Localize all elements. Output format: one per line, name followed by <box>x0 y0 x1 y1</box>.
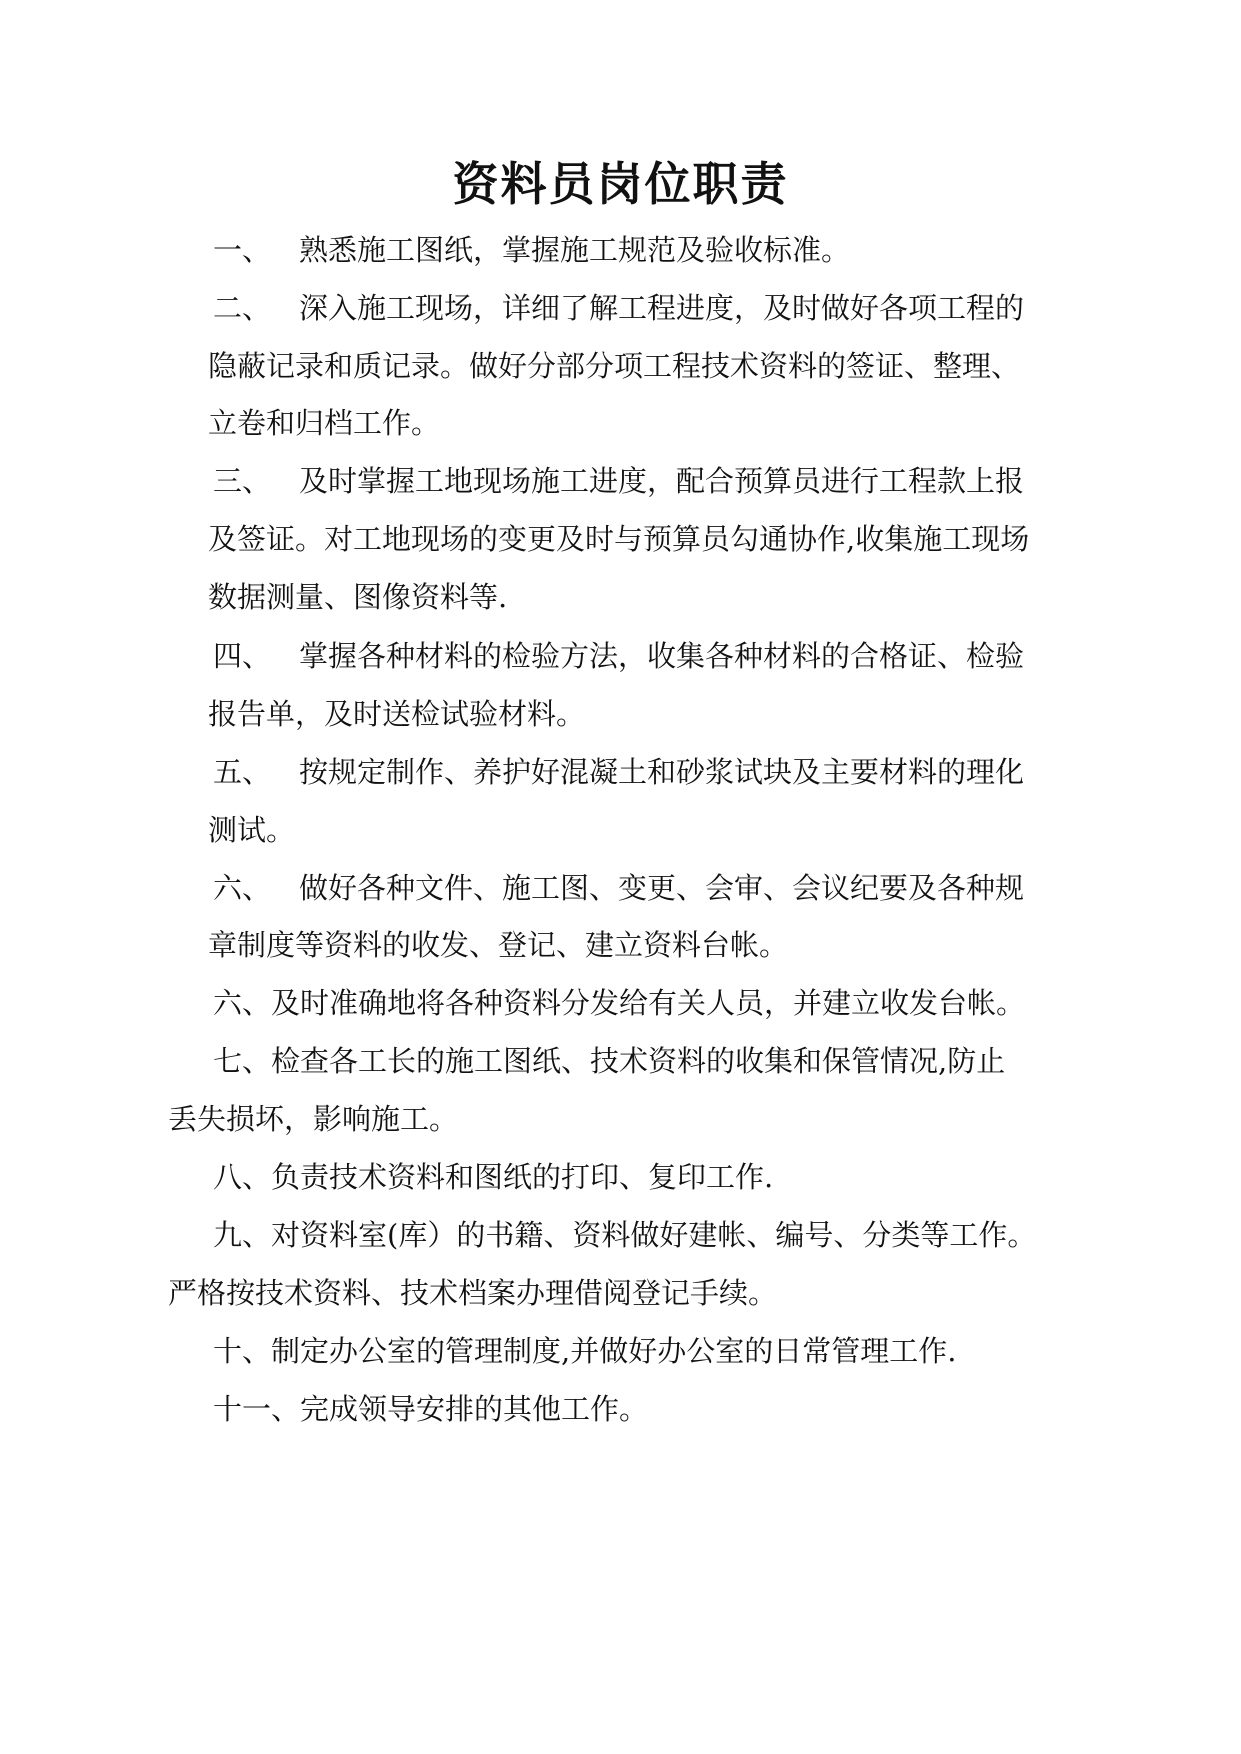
item-1-line-1 <box>213 230 850 270</box>
item-5-text-1: 按规定制作、养护好混凝土和砂浆试块及主要材料的理化 <box>299 755 1025 789</box>
item-2-line-1 <box>213 288 1024 328</box>
item-6b-line-1: 六、及时准确地将各种资料分发给有关人员，并建立收发台帐。 <box>213 986 1026 1020</box>
item-3-text-1: 及时掌握工地现场施工进度，配合预算员进行工程款上报 <box>299 464 1025 498</box>
item-5-number: 五、 <box>213 755 272 789</box>
item-2-line-2: 隐蔽记录和质记录。做好分部分项工程技术资料的签证、整理、 <box>208 349 1021 383</box>
item-3-number: 三、 <box>213 464 272 498</box>
item-1-number: 一、 <box>213 233 272 267</box>
item-7-line-1: 七、检查各工长的施工图纸、技术资料的收集和保管情况,防止 <box>213 1044 1006 1078</box>
item-5-line-1 <box>213 752 1024 792</box>
item-6-text-1: 做好各种文件、施工图、变更、会审、会议纪要及各种规 <box>299 871 1025 905</box>
item-11-line-1: 十一、完成领导安排的其他工作。 <box>213 1392 649 1426</box>
item-6-line-2: 章制度等资料的收发、登记、建立资料台帐。 <box>208 928 789 962</box>
item-5-line-2: 测试。 <box>208 813 296 847</box>
item-4-text-1: 掌握各种材料的检验方法，收集各种材料的合格证、检验 <box>299 639 1025 673</box>
item-10-line-1: 十、制定办公室的管理制度,并做好办公室的日常管理工作. <box>213 1334 957 1368</box>
item-9-line-2: 严格按技术资料、技术档案办理借阅登记手续。 <box>168 1276 778 1310</box>
item-8-line-1: 八、负责技术资料和图纸的打印、复印工作. <box>213 1160 774 1194</box>
item-7-line-2: 丢失损坏，影响施工。 <box>168 1102 459 1136</box>
item-2-line-3: 立卷和归档工作。 <box>208 406 441 440</box>
item-6-number: 六、 <box>213 871 272 905</box>
item-9-line-1: 九、对资料室(库）的书籍、资料做好建帐、编号、分类等工作。 <box>213 1218 1037 1252</box>
item-2-number: 二、 <box>213 291 272 325</box>
item-4-line-1 <box>213 636 1024 676</box>
item-4-line-2: 报告单，及时送检试验材料。 <box>208 697 586 731</box>
item-3-line-2: 及签证。对工地现场的变更及时与预算员勾通协作,收集施工现场 <box>208 522 1030 556</box>
page-title: 资料员岗位职责 <box>452 157 789 211</box>
item-2-text-1: 深入施工现场，详细了解工程进度，及时做好各项工程的 <box>299 291 1025 325</box>
item-3-line-1 <box>213 461 1024 501</box>
item-3-line-3: 数据测量、图像资料等. <box>208 580 508 614</box>
item-1-text: 熟悉施工图纸，掌握施工规范及验收标准。 <box>299 233 851 267</box>
item-6-line-1 <box>213 868 1024 908</box>
item-4-number: 四、 <box>213 639 272 673</box>
